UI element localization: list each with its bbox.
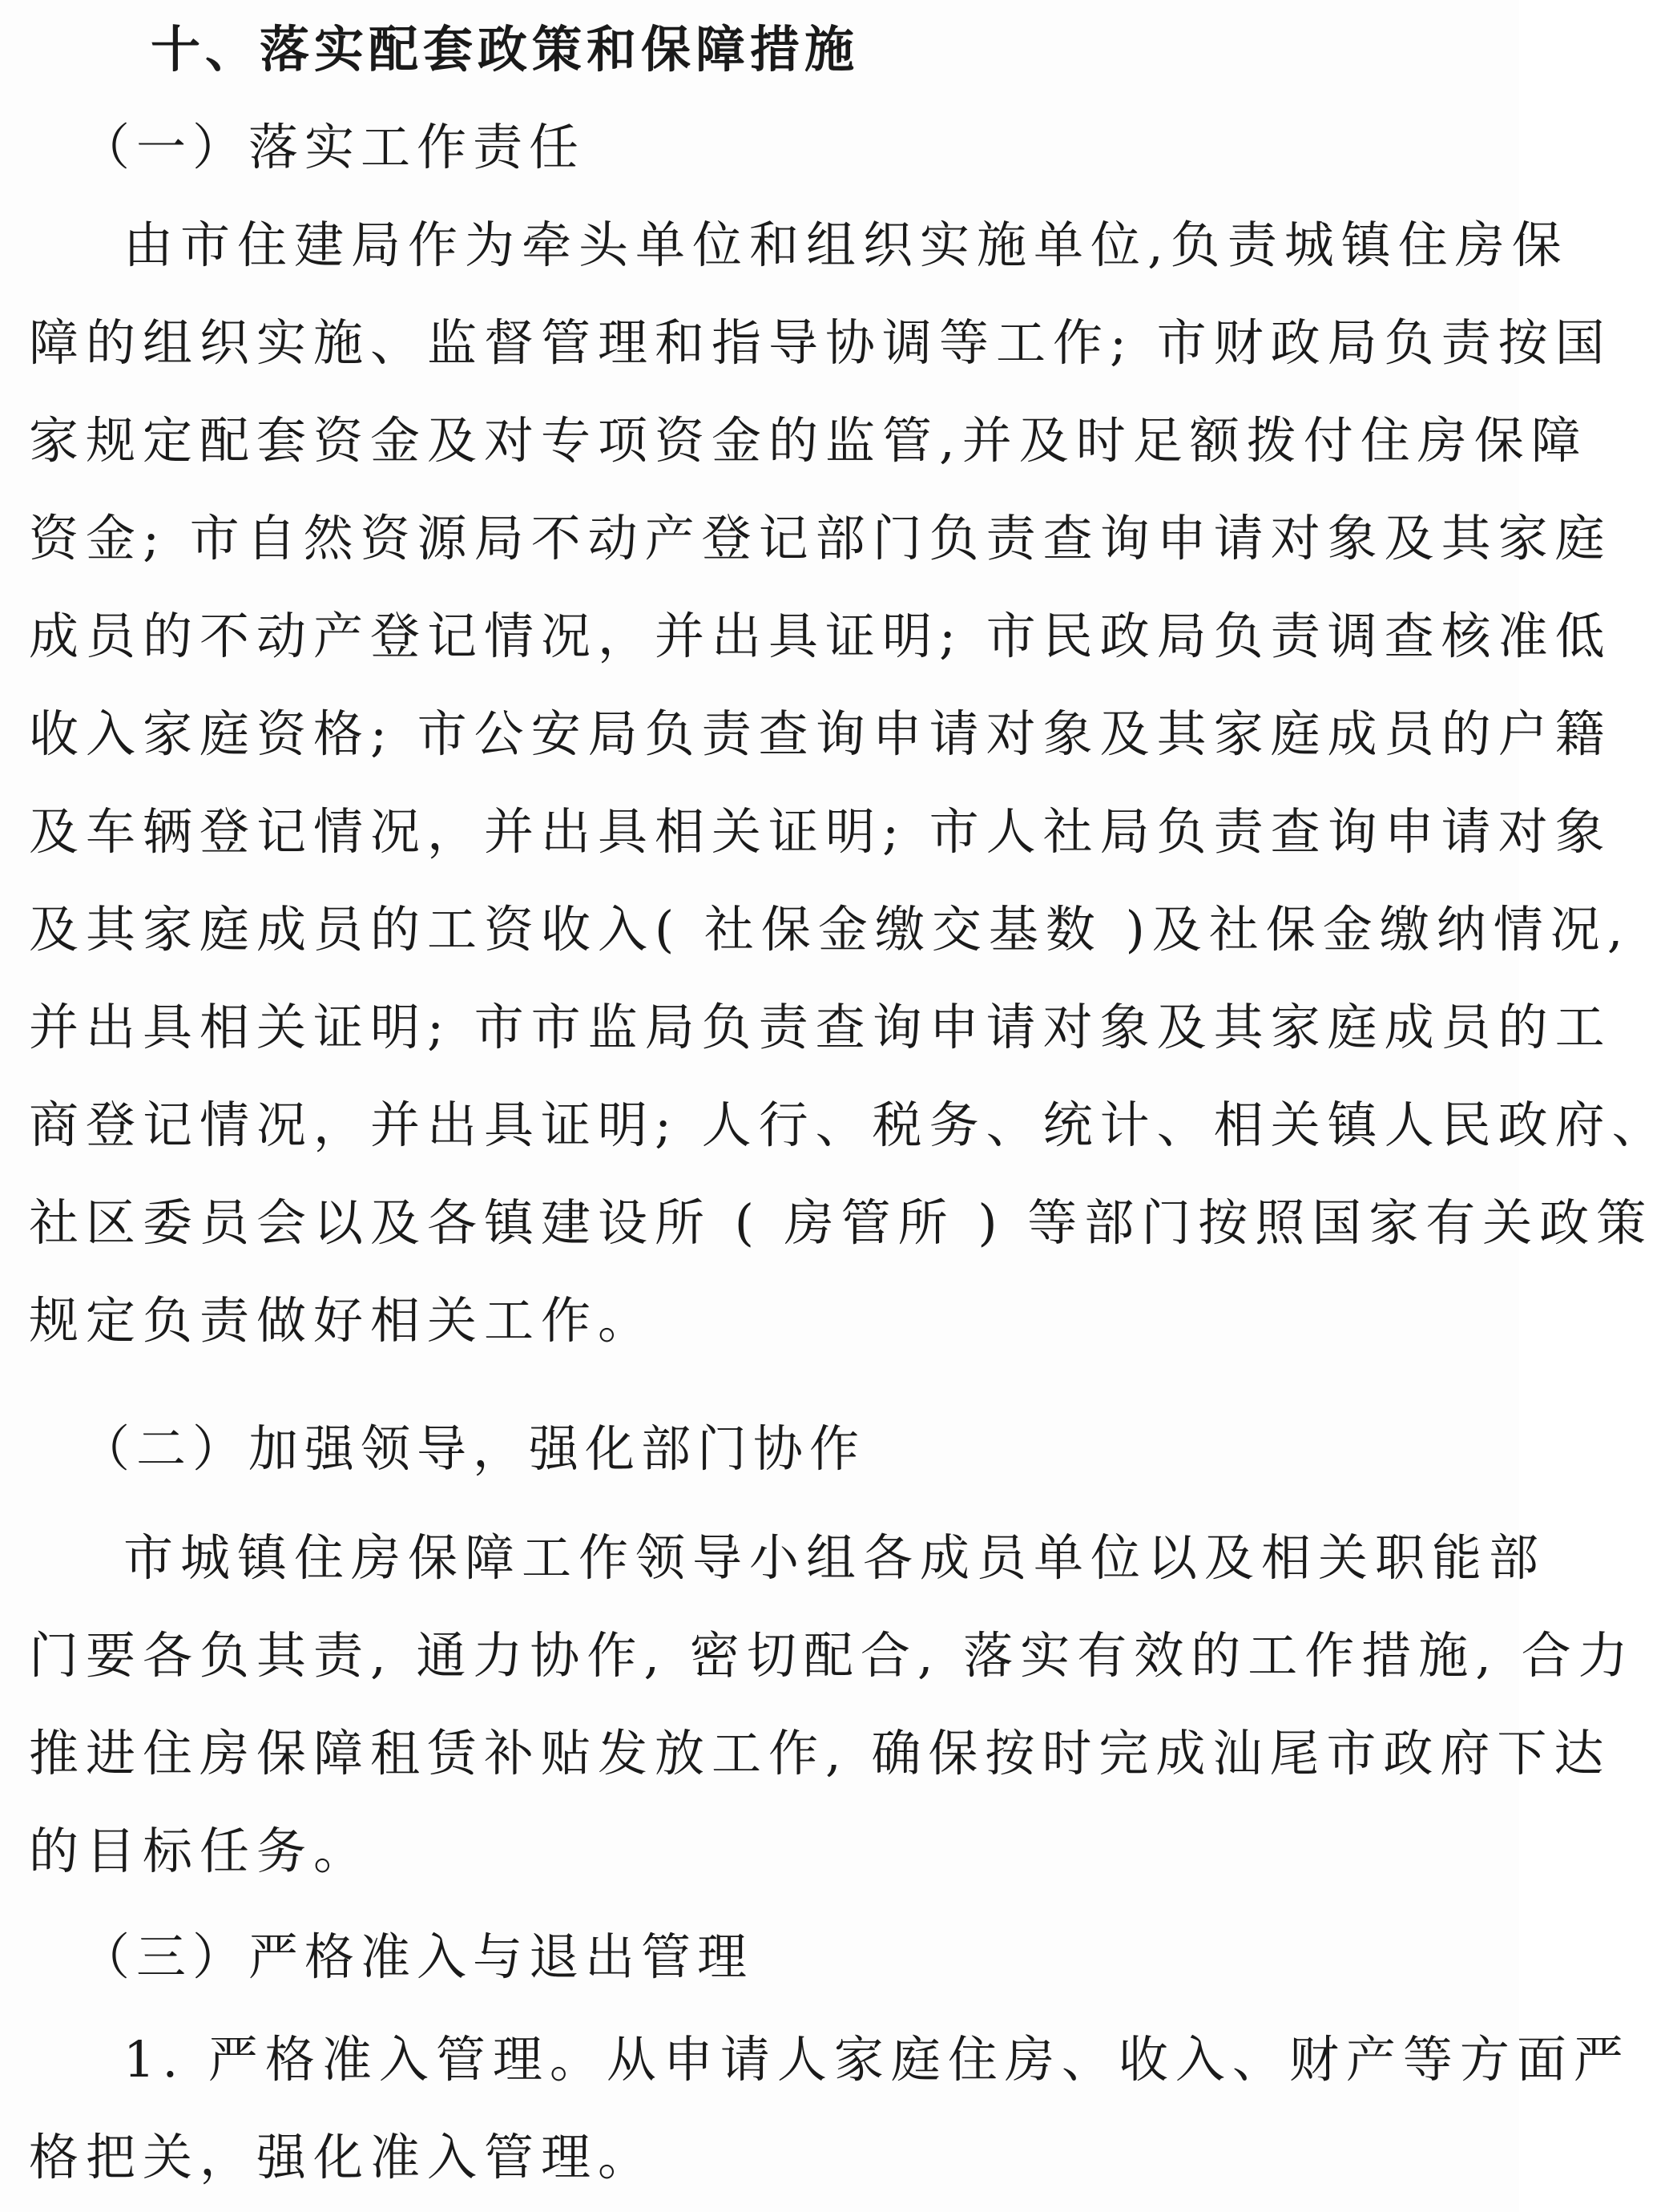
paragraph-line: 的目标任务。: [29, 1822, 371, 1880]
paragraph-line: 社区委员会以及各镇建设所 ( 房管所 ) 等部门按照国家有关政策: [29, 1193, 1654, 1252]
paragraph-line: 成员的不动产登记情况，并出具证明; 市民政局负责调查核准低: [29, 607, 1612, 665]
paragraph-line: 门要各负其责, 通力协作, 密切配合, 落实有效的工作措施, 合力: [29, 1626, 1635, 1685]
paragraph-line: 障的组织实施、监督管理和指导协调等工作; 市财政局负责按国: [29, 313, 1612, 372]
paragraph-line: 格把关，强化准入管理。: [29, 2128, 655, 2186]
paragraph-line: 规定负责做好相关工作。: [29, 1291, 655, 1350]
paragraph-line: 由市住建局作为牵头单位和组织实施单位,负责城镇住房保: [123, 216, 1569, 274]
paragraph-line: 资金; 市自然资源局不动产登记部门负责查询申请对象及其家庭: [29, 509, 1612, 567]
paragraph-line: 及车辆登记情况，并出具相关证明; 市人社局负责查询申请对象: [29, 802, 1612, 861]
paragraph-line: 及其家庭成员的工资收入( 社保金缴交基数 )及社保金缴纳情况,: [29, 900, 1631, 959]
paragraph-line: 市城镇住房保障工作领导小组各成员单位以及相关职能部: [123, 1528, 1546, 1587]
paragraph-line: 家规定配套资金及对专项资金的监管,并及时足额拨付住房保障: [29, 411, 1588, 470]
subsection-title: （一）落实工作责任: [80, 118, 586, 176]
paragraph-line: 商登记情况，并出具证明; 人行、税务、统计、相关镇人民政府、: [29, 1096, 1669, 1154]
paragraph-line: 收入家庭资格; 市公安局负责查询申请对象及其家庭成员的户籍: [29, 704, 1612, 763]
paragraph-line: 推进住房保障租赁补贴发放工作, 确保按时完成汕尾市政府下达: [29, 1724, 1611, 1782]
subsection-title: （二）加强领导，强化部门协作: [80, 1419, 866, 1478]
section-heading: 十、落实配套政策和保障措施: [151, 20, 860, 79]
paragraph-line: 并出具相关证明; 市市监局负责查询申请对象及其家庭成员的工: [29, 998, 1612, 1056]
paragraph-line: 1. 严格准入管理。从申请人家庭住房、收入、财产等方面严: [123, 2030, 1631, 2089]
subsection-title: （三）严格准入与退出管理: [80, 1927, 754, 1986]
